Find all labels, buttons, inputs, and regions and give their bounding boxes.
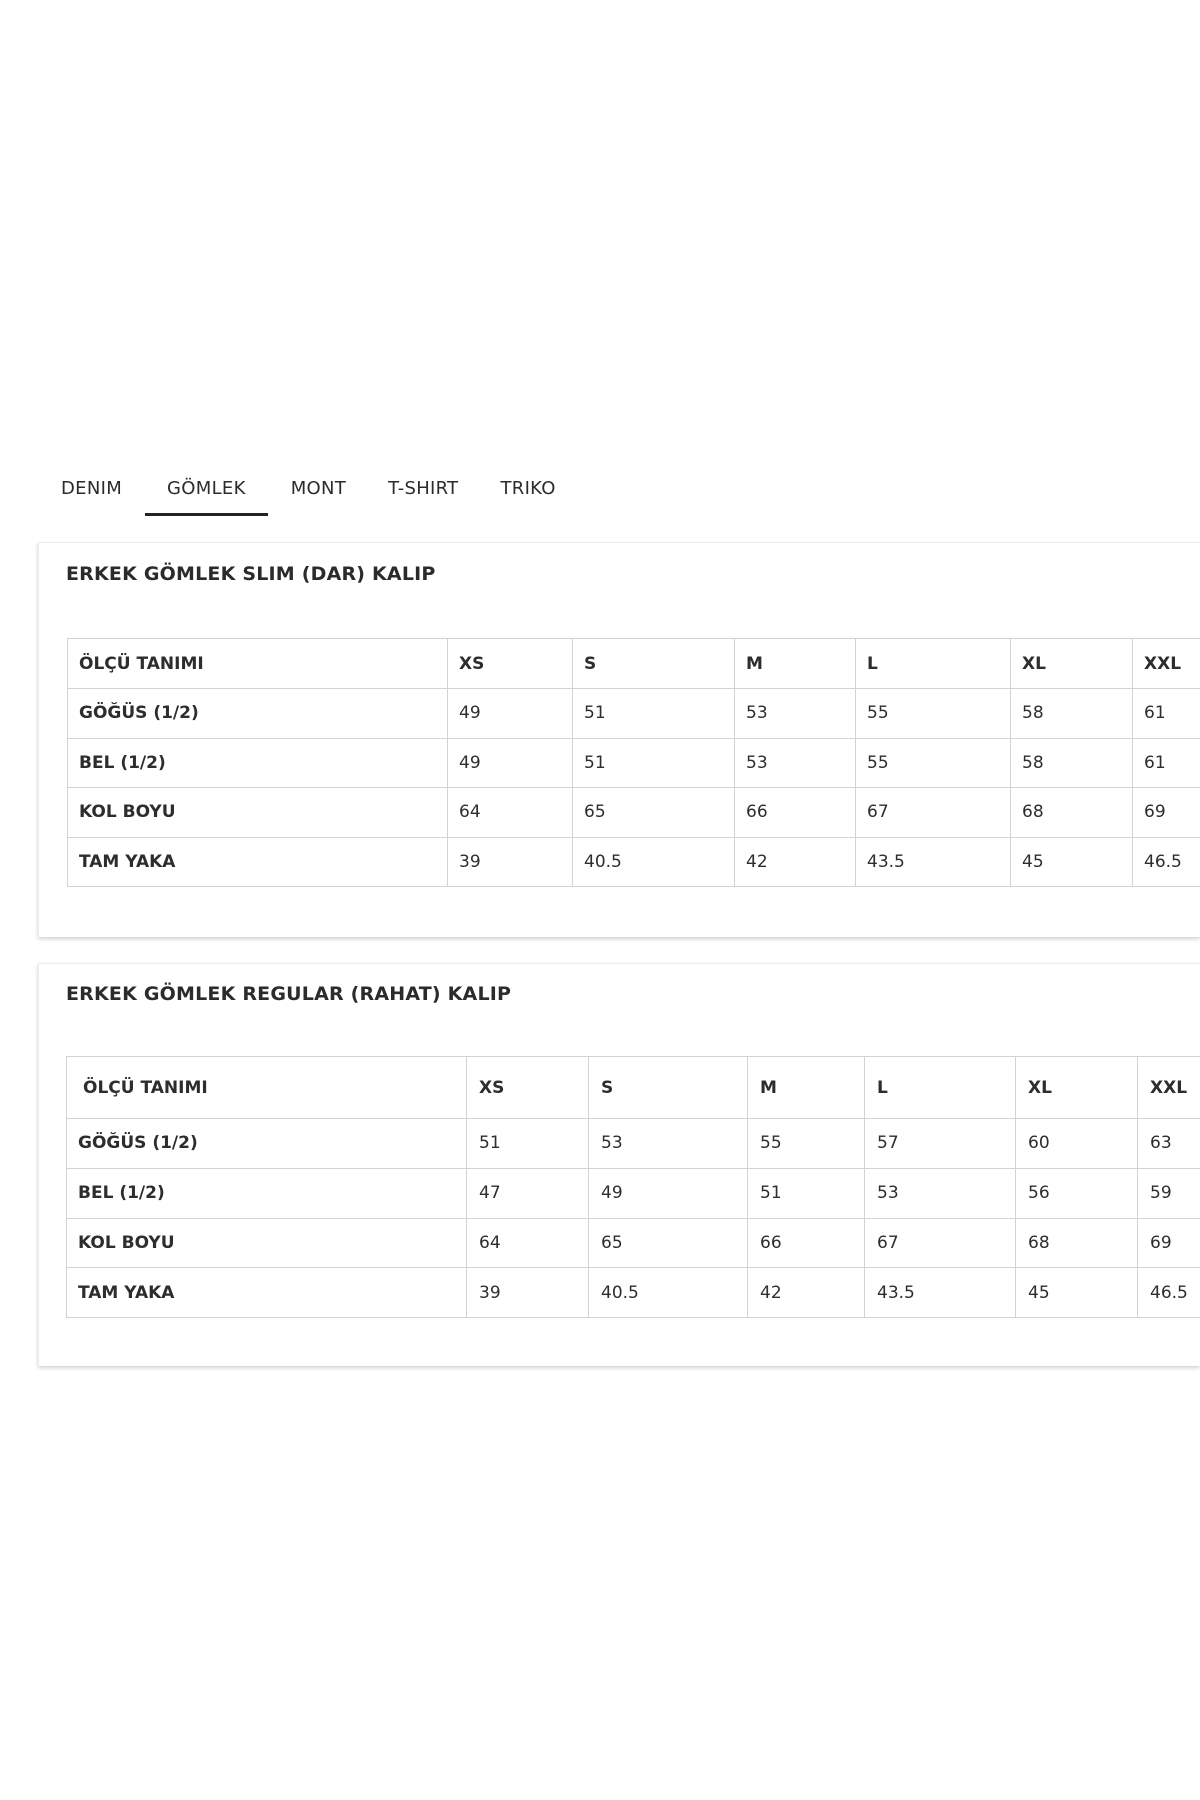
- slim-fit-title: ERKEK GÖMLEK SLIM (DAR) KALIP: [66, 563, 436, 585]
- measurement-value: 46.5: [1138, 1268, 1200, 1318]
- size-header: XXL: [1133, 639, 1200, 689]
- size-header: S: [573, 639, 735, 689]
- measurement-label: KOL BOYU: [67, 1218, 467, 1268]
- measurement-value: 69: [1133, 788, 1200, 838]
- size-header: XXL: [1138, 1057, 1200, 1119]
- measurement-value: 63: [1138, 1119, 1200, 1169]
- table-row: [67, 1268, 1200, 1318]
- measurement-value: 57: [865, 1119, 1016, 1169]
- measurement-value: 59: [1138, 1168, 1200, 1218]
- measurement-value: 66: [735, 788, 856, 838]
- slim-fit-size-table: [67, 638, 1200, 887]
- measurement-value: 61: [1133, 689, 1200, 739]
- tab-gomlek[interactable]: GÖMLEK: [145, 460, 268, 516]
- header-label: ÖLÇÜ TANIMI: [67, 1057, 467, 1119]
- measurement-value: 53: [865, 1168, 1016, 1218]
- measurement-value: 65: [573, 788, 735, 838]
- measurement-label: TAM YAKA: [68, 837, 448, 887]
- measurement-label: GÖĞÜS (1/2): [67, 1119, 467, 1169]
- table-row: [68, 788, 1200, 838]
- measurement-label: BEL (1/2): [68, 738, 448, 788]
- measurement-value: 53: [735, 689, 856, 739]
- measurement-value: 58: [1011, 738, 1133, 788]
- measurement-value: 60: [1016, 1119, 1138, 1169]
- measurement-value: 49: [448, 738, 573, 788]
- measurement-value: 40.5: [573, 837, 735, 887]
- measurement-value: 45: [1016, 1268, 1138, 1318]
- size-header: XL: [1016, 1057, 1138, 1119]
- measurement-value: 51: [573, 689, 735, 739]
- measurement-value: 53: [589, 1119, 748, 1169]
- measurement-value: 39: [467, 1268, 589, 1318]
- tab-denim[interactable]: DENIM: [61, 477, 123, 499]
- measurement-value: 68: [1011, 788, 1133, 838]
- measurement-value: 64: [467, 1218, 589, 1268]
- measurement-value: 40.5: [589, 1268, 748, 1318]
- measurement-value: 55: [856, 738, 1011, 788]
- size-header: L: [856, 639, 1011, 689]
- slim-fit-size-card: [38, 542, 1200, 937]
- tab-mont[interactable]: MONT: [290, 477, 347, 499]
- size-header: XL: [1011, 639, 1133, 689]
- measurement-value: 67: [865, 1218, 1016, 1268]
- measurement-value: 58: [1011, 689, 1133, 739]
- measurement-value: 43.5: [865, 1268, 1016, 1318]
- table-row: [67, 1168, 1200, 1218]
- measurement-value: 42: [735, 837, 856, 887]
- tab-triko[interactable]: TRIKO: [500, 477, 556, 499]
- table-header-row: [67, 1057, 1200, 1119]
- size-header: S: [589, 1057, 748, 1119]
- table-row: [67, 1218, 1200, 1268]
- measurement-value: 47: [467, 1168, 589, 1218]
- measurement-value: 64: [448, 788, 573, 838]
- measurement-value: 53: [735, 738, 856, 788]
- table-header-row: [68, 639, 1200, 689]
- measurement-value: 51: [573, 738, 735, 788]
- measurement-label: KOL BOYU: [68, 788, 448, 838]
- measurement-value: 49: [589, 1168, 748, 1218]
- table-row: [68, 689, 1200, 739]
- measurement-value: 67: [856, 788, 1011, 838]
- measurement-value: 69: [1138, 1218, 1200, 1268]
- size-category-tabs: [42, 460, 575, 516]
- measurement-value: 56: [1016, 1168, 1138, 1218]
- measurement-value: 43.5: [856, 837, 1011, 887]
- measurement-value: 51: [748, 1168, 865, 1218]
- table-row: [68, 837, 1200, 887]
- regular-fit-size-card: [38, 963, 1200, 1366]
- table-row: [67, 1119, 1200, 1169]
- measurement-value: 51: [467, 1119, 589, 1169]
- measurement-value: 46.5: [1133, 837, 1200, 887]
- size-header: XS: [448, 639, 573, 689]
- measurement-value: 65: [589, 1218, 748, 1268]
- measurement-value: 42: [748, 1268, 865, 1318]
- size-header: L: [865, 1057, 1016, 1119]
- measurement-value: 55: [748, 1119, 865, 1169]
- size-header: M: [735, 639, 856, 689]
- measurement-value: 61: [1133, 738, 1200, 788]
- table-row: [68, 738, 1200, 788]
- measurement-label: BEL (1/2): [67, 1168, 467, 1218]
- measurement-value: 39: [448, 837, 573, 887]
- size-header: XS: [467, 1057, 589, 1119]
- measurement-label: GÖĞÜS (1/2): [68, 689, 448, 739]
- regular-fit-size-table: [66, 1056, 1200, 1318]
- regular-fit-title: ERKEK GÖMLEK REGULAR (RAHAT) KALIP: [66, 983, 512, 1005]
- measurement-value: 45: [1011, 837, 1133, 887]
- measurement-value: 49: [448, 689, 573, 739]
- size-header: M: [748, 1057, 865, 1119]
- measurement-value: 66: [748, 1218, 865, 1268]
- measurement-value: 55: [856, 689, 1011, 739]
- measurement-label: TAM YAKA: [67, 1268, 467, 1318]
- header-label: ÖLÇÜ TANIMI: [68, 639, 448, 689]
- measurement-value: 68: [1016, 1218, 1138, 1268]
- tab-t-shirt[interactable]: T-SHIRT: [388, 477, 459, 499]
